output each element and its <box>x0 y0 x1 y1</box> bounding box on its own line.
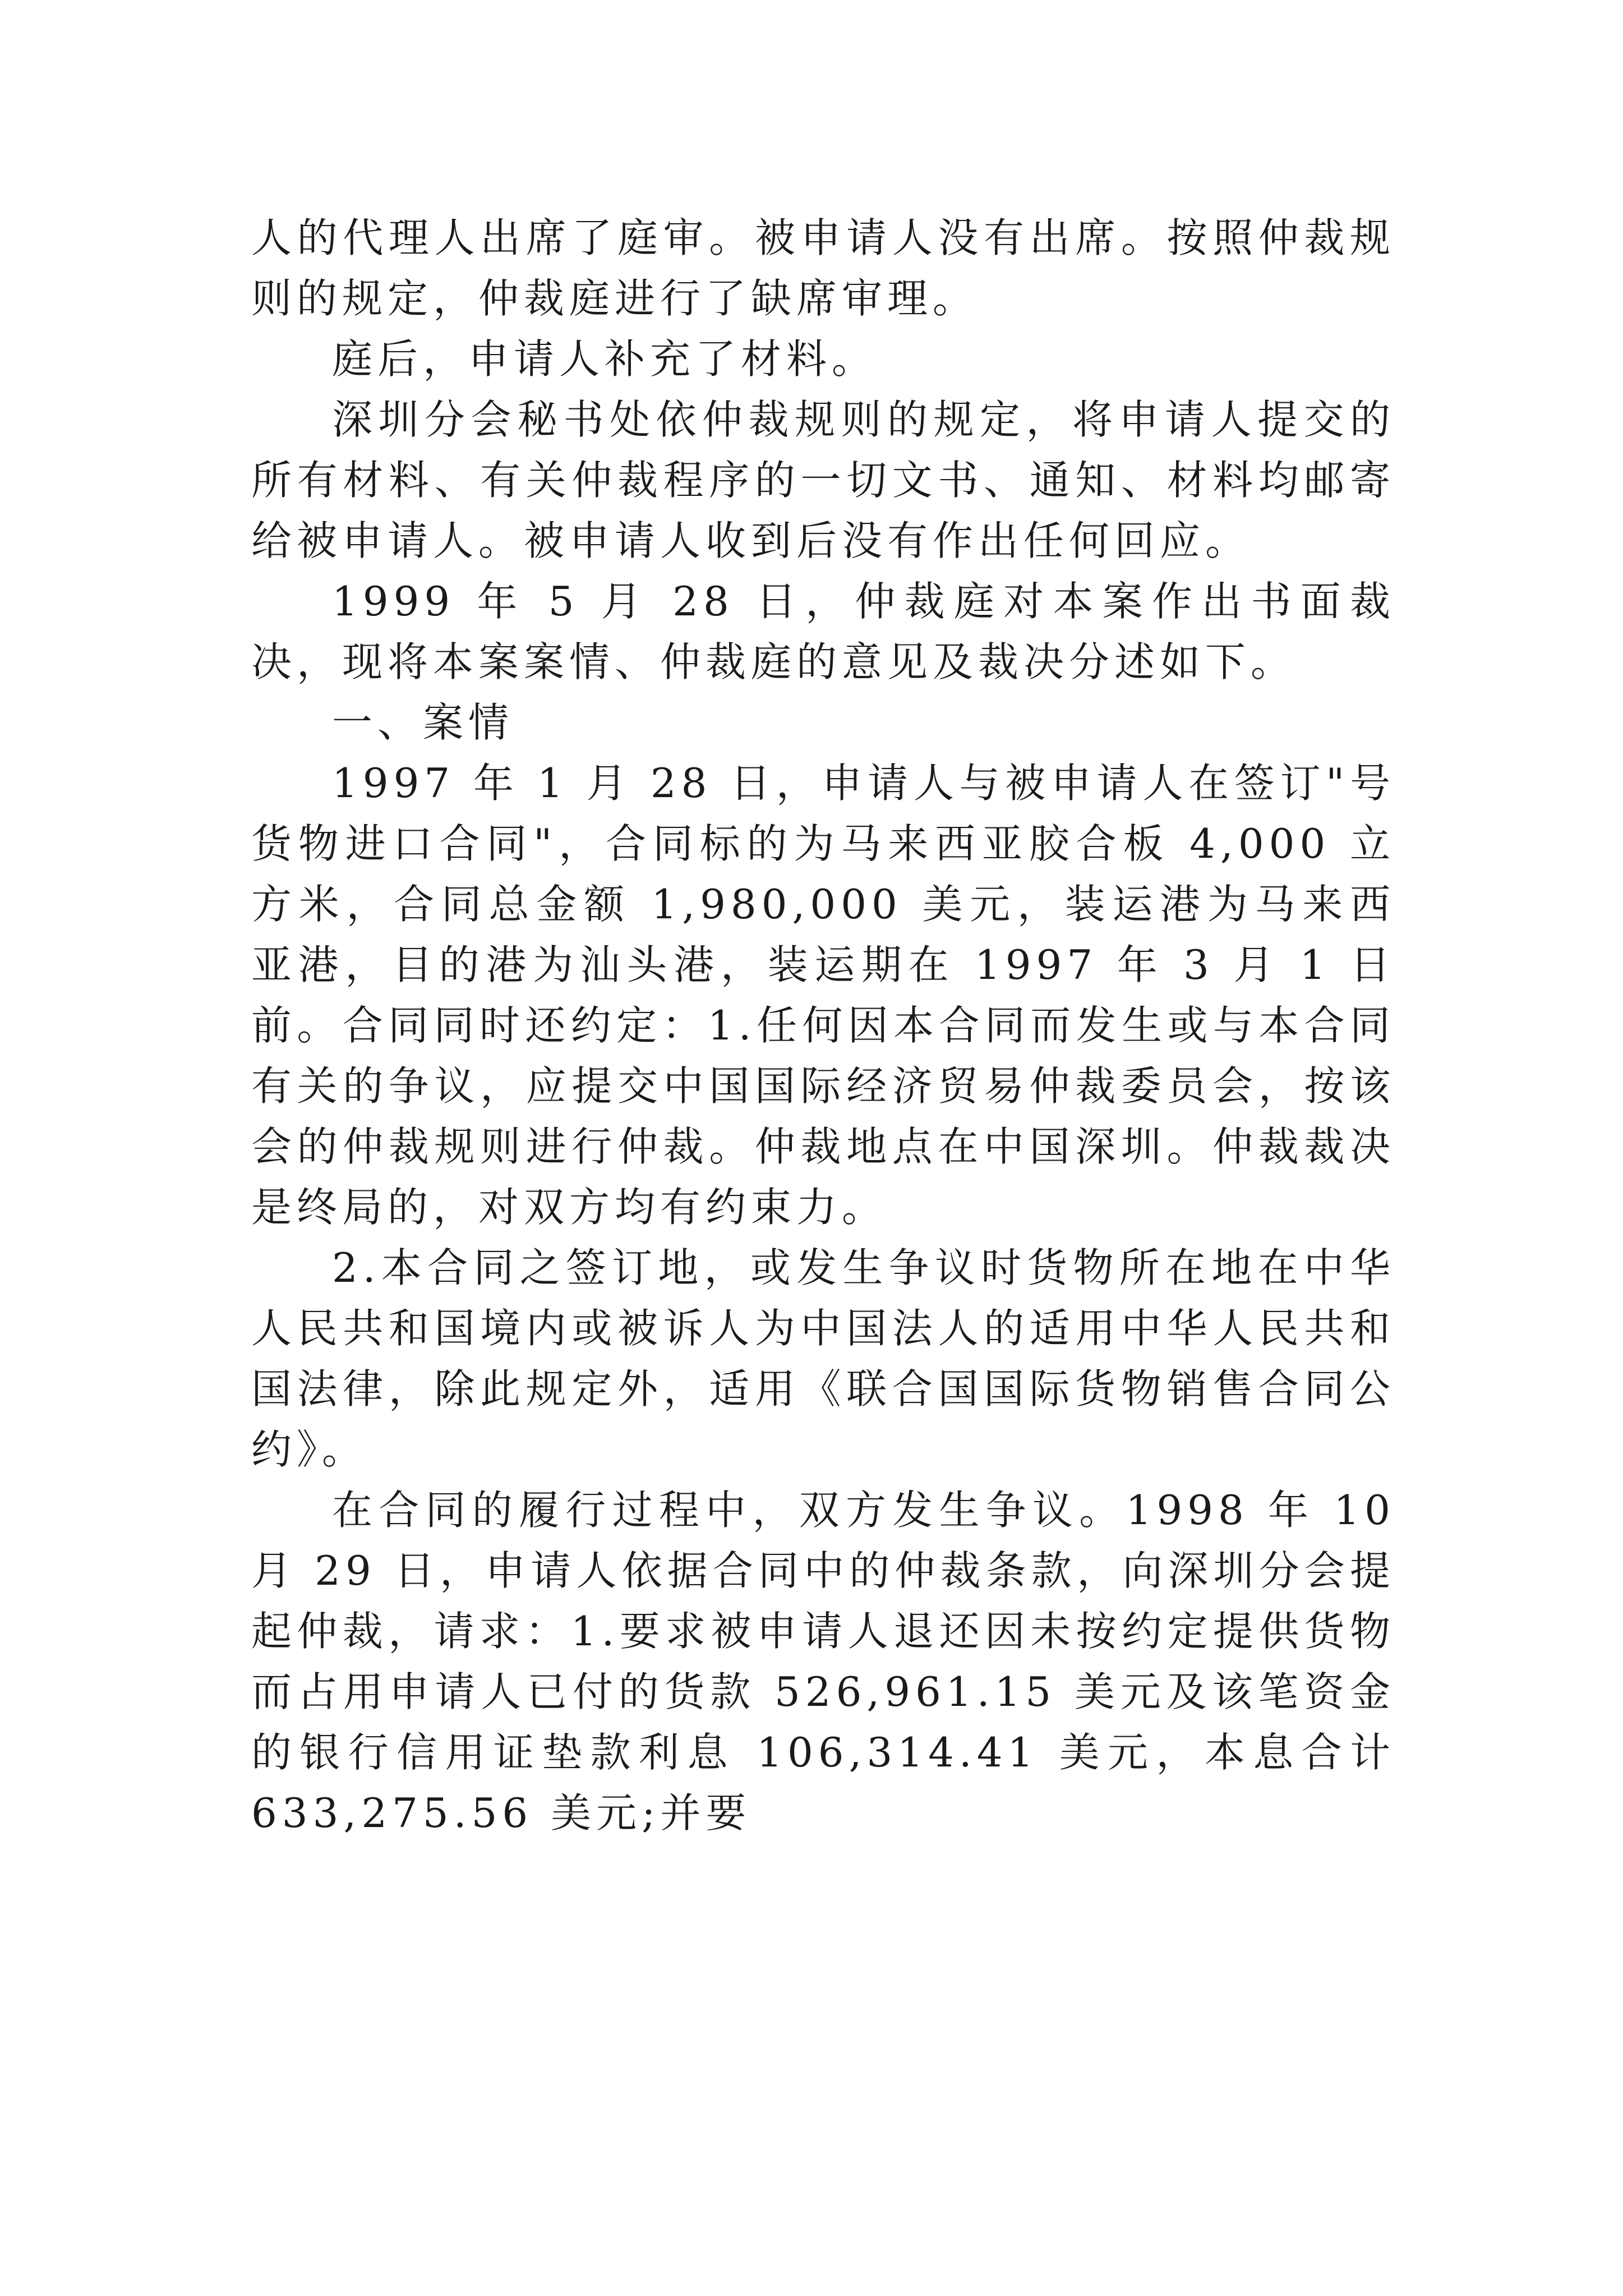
paragraph-award-date: 1999 年 5 月 28 日，仲裁庭对本案作出书面裁决，现将本案案情、仲裁庭的意见及裁决分述如下。 <box>251 578 1395 685</box>
paragraph-supplement: 庭后，申请人补充了材料。 <box>332 335 878 383</box>
document-body <box>251 208 1395 1843</box>
paragraph-hearing: 人的代理人出席了庭审。被申请人没有出席。按照仲裁规则的规定，仲裁庭进行了缺席审理。 <box>251 214 1395 322</box>
section-heading-case-facts: 一、案情 <box>332 699 514 746</box>
paragraph-secretariat: 深圳分会秘书处依仲裁规则的规定，将申请人提交的所有材料、有关仲裁程序的一切文书、通知、材料均邮寄给被申请人。被申请人收到后没有作出任何回应。 <box>251 396 1395 564</box>
paragraph-dispute-claims: 在合同的履行过程中，双方发生争议。1998 年 10 月 29 日，申请人依据合同中的仲裁条款，向深圳分会提起仲裁，请求：1.要求被申请人退还因未按约定提供货物而占用申请人已付的货款 526,961.15 美元及该笔资金的银行信用证垫款利息 106,314.41 美元，本息合计 633,275.56 美元;并要 <box>251 1487 1395 1837</box>
paragraph-contract: 1997 年 1 月 28 日，申请人与被申请人在签订"号货物进口合同"，合同标的为马来西亚胶合板 4,000 立方米，合同总金额 1,980,000 美元，装运港为马来西亚港，目的港为汕头港，装运期在 1997 年 3 月 1 日前。合同同时还约定：1.任何因本合同而发生或与本合同有关的争议，应提交中国国际经济贸易仲裁委员会，按该会的仲裁规则进行仲裁。仲裁地点在中国深圳。仲裁裁决是终局的，对双方均有约束力。 <box>251 760 1395 1231</box>
paragraph-governing-law: 2.本合同之签订地，或发生争议时货物所在地在中华人民共和国境内或被诉人为中国法人的适用中华人民共和国法律，除此规定外，适用《联合国国际货物销售合同公约》。 <box>251 1244 1395 1473</box>
